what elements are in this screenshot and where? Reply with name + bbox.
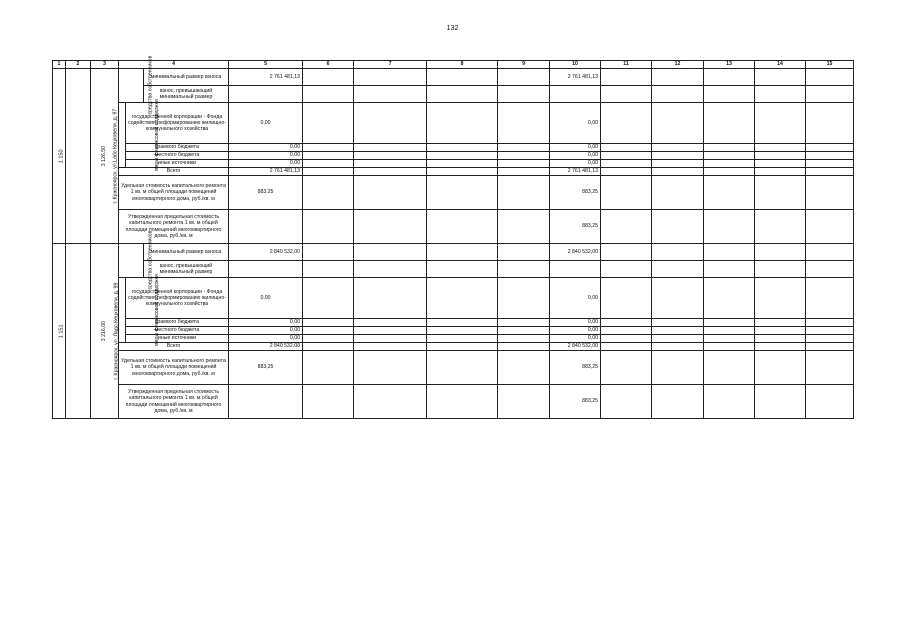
block-address: г. Красноярск, ул.Ládo Кецховели, д. 97 <box>66 69 91 244</box>
cell-col5: 0,00 <box>229 278 303 319</box>
block-area: 3 216,00 <box>91 244 119 419</box>
cell-col10 <box>550 261 601 278</box>
cell-col5: 2 840 532,00 <box>229 343 303 351</box>
row-label: местного бюджета <box>126 152 229 160</box>
col-header-7: 7 <box>354 61 427 69</box>
col-header-11: 11 <box>601 61 652 69</box>
table-row <box>53 168 854 176</box>
cell-col5 <box>229 86 303 103</box>
cell-col10: 2 840 532,00 <box>550 343 601 351</box>
col-header-6: 6 <box>303 61 354 69</box>
block-area: 3 126,50 <box>91 69 119 244</box>
cell-col10: 883,25 <box>550 351 601 385</box>
cell-col10: 883,25 <box>550 385 601 419</box>
cell-col5 <box>229 385 303 419</box>
col-header-10: 10 <box>550 61 601 69</box>
table-row <box>53 160 854 168</box>
cell-col5: 0,00 <box>229 319 303 327</box>
col-header-15: 15 <box>806 61 854 69</box>
row-label: государственной корпорации - Фонда содействия реформированию жилищно-коммунального хозяйства <box>126 103 229 144</box>
cell-col5: 0,00 <box>229 327 303 335</box>
support-measures-group: меры финансовой поддержки <box>119 103 126 168</box>
cell-col10: 0,00 <box>550 319 601 327</box>
col-header-14: 14 <box>755 61 806 69</box>
row-label: Всего <box>119 343 229 351</box>
col-header-8: 8 <box>427 61 498 69</box>
cell-col5: 0,00 <box>229 335 303 343</box>
table-row <box>53 261 854 278</box>
row-label: государственной корпорации - Фонда содействия реформированию жилищно-коммунального хозяйства <box>126 278 229 319</box>
table-row <box>53 144 854 152</box>
row-label: взнос, превышающий минимальный размер <box>144 261 229 278</box>
table-row <box>53 210 854 244</box>
row-label: минимальный размер взноса <box>144 244 229 261</box>
cell-col10: 883,25 <box>550 176 601 210</box>
table-row <box>53 319 854 327</box>
cell-col5: 0,00 <box>229 160 303 168</box>
cell-col10: 0,00 <box>550 335 601 343</box>
table-row <box>53 327 854 335</box>
cell-col5: 0,00 <box>229 103 303 144</box>
cell-col5: 0,00 <box>229 144 303 152</box>
row-label: Утвержденная предельная стоимость капитального ремонта 1 кв. м общей площади помещений многоквартирного дома, руб./кв. м <box>119 210 229 244</box>
table-row <box>53 103 854 144</box>
table-row <box>53 244 854 261</box>
col-header-4: 4 <box>119 61 229 69</box>
cell-col10: 0,00 <box>550 103 601 144</box>
table-row <box>53 343 854 351</box>
table-row <box>53 69 854 86</box>
cell-col10: 0,00 <box>550 152 601 160</box>
cell-col10: 883,25 <box>550 210 601 244</box>
row-label: Удельная стоимость капитального ремонта 1 кв. м общей площади помещений многоквартирного дома, руб./кв. м <box>119 176 229 210</box>
table-row <box>53 176 854 210</box>
cell-col10 <box>550 86 601 103</box>
col-header-3: 3 <box>91 61 119 69</box>
row-label: иные источники <box>126 335 229 343</box>
cell-col5: 2 761 481,13 <box>229 168 303 176</box>
col-header-2: 2 <box>66 61 91 69</box>
page-number: 132 <box>446 25 459 32</box>
table-row <box>53 86 854 103</box>
col-header-1: 1 <box>53 61 66 69</box>
cell-col5: 883,25 <box>229 351 303 385</box>
cell-col10: 0,00 <box>550 160 601 168</box>
block-id: 1 151 <box>53 244 66 419</box>
col-header-12: 12 <box>652 61 704 69</box>
cell-col10: 0,00 <box>550 144 601 152</box>
cell-col10: 2 761 481,13 <box>550 69 601 86</box>
col-header-13: 13 <box>704 61 755 69</box>
cell-col10: 2 840 532,00 <box>550 244 601 261</box>
table-row <box>53 152 854 160</box>
row-label: краевого бюджета <box>126 144 229 152</box>
cell-col5 <box>229 261 303 278</box>
row-label: Утвержденная предельная стоимость капитального ремонта 1 кв. м общей площади помещений многоквартирного дома, руб./кв. м <box>119 385 229 419</box>
support-measures-group: меры финансовой поддержки <box>119 278 126 343</box>
cell-col10: 0,00 <box>550 278 601 319</box>
cell-col5: 2 761 481,13 <box>229 69 303 86</box>
table-row <box>53 385 854 419</box>
cell-col10: 2 761 481,13 <box>550 168 601 176</box>
cell-col5 <box>229 210 303 244</box>
owner-funds-group: средства собственников <box>119 244 144 278</box>
block-address: г. Красноярск, ул. Ладо Кецховели, д. 99 <box>66 244 91 419</box>
table-row <box>53 278 854 319</box>
cell-col5: 2 840 532,00 <box>229 244 303 261</box>
cell-col5: 883,25 <box>229 176 303 210</box>
capital-repair-table <box>52 56 854 419</box>
cell-col5: 0,00 <box>229 152 303 160</box>
row-label: иные источники <box>126 160 229 168</box>
table-row <box>53 335 854 343</box>
row-label: местного бюджета <box>126 327 229 335</box>
block-id: 1 150 <box>53 69 66 244</box>
row-label: краевого бюджета <box>126 319 229 327</box>
row-label: минимальный размер взноса <box>144 69 229 86</box>
column-number-row <box>53 61 854 69</box>
row-label: взнос, превышающий минимальный размер <box>144 86 229 103</box>
table-row <box>53 351 854 385</box>
col-header-5: 5 <box>229 61 303 69</box>
row-label: Всего <box>119 168 229 176</box>
owner-funds-group: средства собственников <box>119 69 144 103</box>
row-label: Удельная стоимость капитального ремонта 1 кв. м общей площади помещений многоквартирного дома, руб./кв. м <box>119 351 229 385</box>
cell-col10: 0,00 <box>550 327 601 335</box>
col-header-9: 9 <box>498 61 550 69</box>
